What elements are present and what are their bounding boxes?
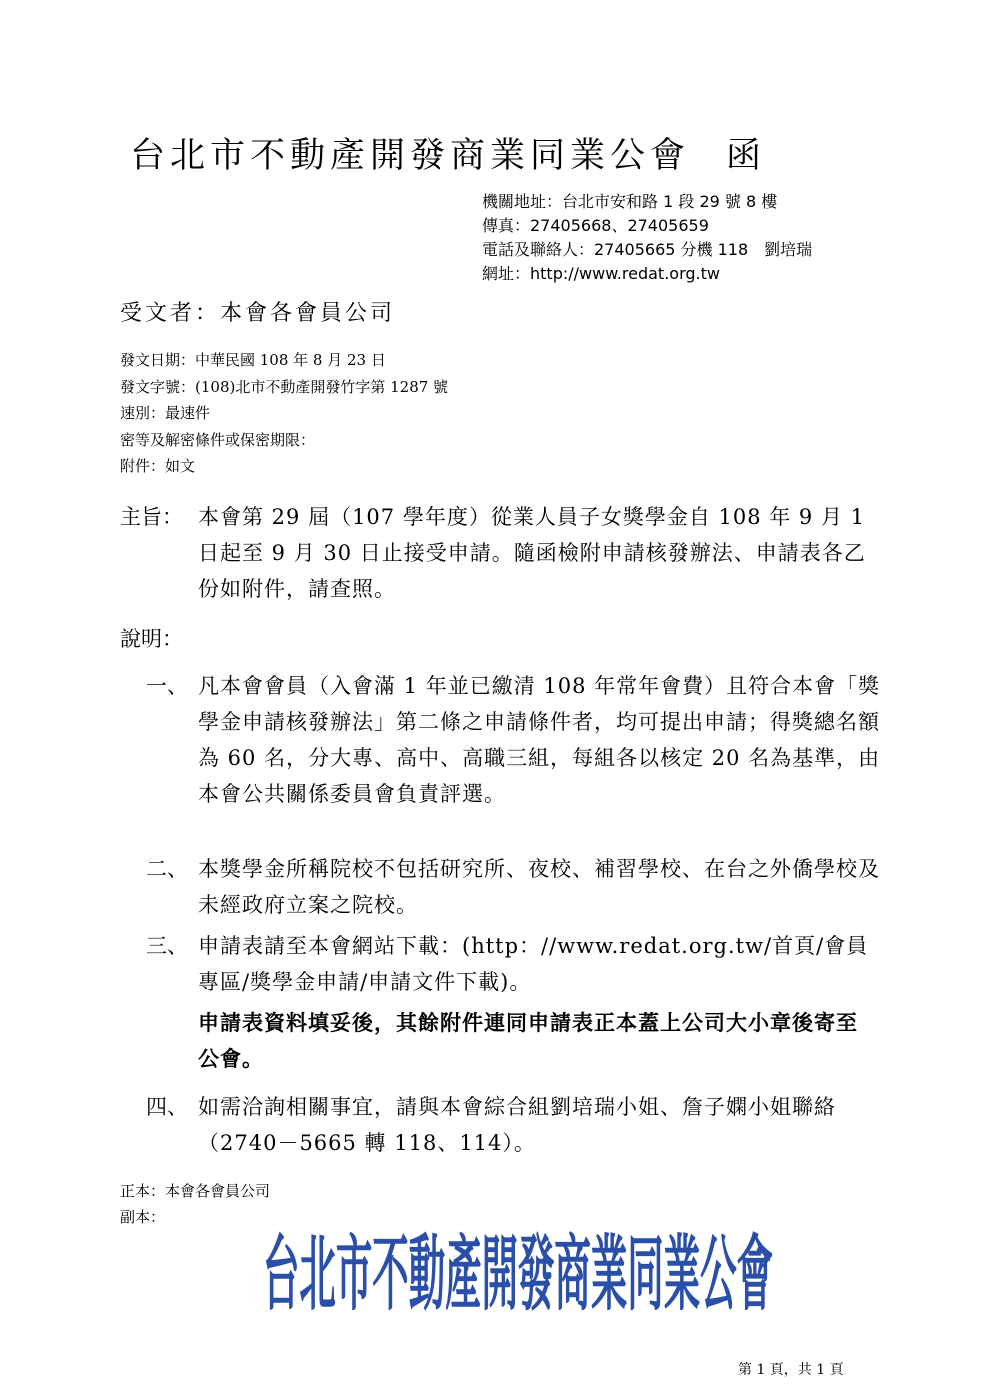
issue-date: 發文日期：中華民國 108 年 8 月 23 日: [120, 351, 386, 369]
item-number: 二、: [146, 857, 188, 881]
page-number: 第 1 頁，共 1 頁: [738, 1362, 844, 1378]
phone-contact-line: 電話及聯絡人：27405665 分機 118 劉培瑞: [482, 240, 813, 259]
letter-title: [130, 128, 766, 178]
explanation-item-4: [146, 1089, 881, 1161]
attachment-line: 附件：如文: [120, 457, 196, 475]
speed-class: 速別：最速件: [120, 404, 211, 422]
submission-note: 申請表資料填妥後，其餘附件連同申請表正本蓋上公司大小章後寄至公會。: [198, 1010, 858, 1071]
item-number: 三、: [146, 934, 188, 958]
doc-number: 發文字號：(108)北市不動產開發竹字第 1287 號: [120, 377, 449, 396]
explanation-item-2: [146, 851, 881, 923]
address-line: 機關地址：台北市安和路 1 段 29 號 8 樓: [482, 192, 778, 211]
explanation-item-1: [146, 668, 881, 812]
org-stamp: [258, 1222, 778, 1318]
fax-line: 傳真：27405668、27405659: [482, 216, 709, 235]
recipient-line: 受文者：本會各會員公司: [120, 301, 396, 326]
stamp-text: 台北市不動產開發商業同業公會: [263, 1227, 773, 1318]
item-number: 四、: [146, 1095, 188, 1119]
contact-block: [482, 190, 812, 286]
meta-block: [120, 347, 448, 480]
org-name: 台北市不動產開發商業同業公會: [130, 136, 691, 176]
duplicate-copy: 副本：: [120, 1208, 166, 1226]
website-line: 網址：http://www.redat.org.tw: [482, 264, 720, 283]
subject-block: [120, 499, 880, 607]
item-text: 本獎學金所稱院校不包括研究所、夜校、補習學校、在台之外僑學校及未經政府立案之院校。: [198, 857, 880, 917]
copies-block: [120, 1178, 270, 1230]
doc-type: 函: [726, 136, 767, 176]
item-text: 如需洽詢相關事宜，請與本會綜合組劉培瑞小姐、詹子嫻小姐聯絡（2740－5665 轉 118、114）。: [198, 1095, 836, 1155]
explanation-item-3: [146, 928, 881, 1000]
subject-text: 本會第 29 屆（107 學年度）從業人員子女獎學金自 108 年 9 月 1 日起至 9 月 30 日止接受申請。隨函檢附申請核發辦法、申請表各乙份如附件，請查照。: [198, 505, 866, 601]
subject-label: 主旨：: [120, 505, 183, 529]
item-number: 一、: [146, 674, 188, 698]
item-text: 凡本會會員（入會滿 1 年並已繳清 108 年常年會費）且符合本會「獎學金申請核發辦法」第二條之申請條件者，均可提出申請；得獎總名額為 60 名，分大專、高中、高職三組，每組各以核定 20 名為基準，由本會公共關係委員會負責評選。: [198, 674, 881, 806]
explanation-label: 說明：: [120, 627, 183, 651]
original-copy: 正本：本會各會員公司: [120, 1182, 271, 1200]
security-level: 密等及解密條件或保密期限：: [120, 430, 316, 449]
item-text: 申請表請至本會網站下載：(http：//www.redat.org.tw/首頁/會員專區/獎學金申請/申請文件下載)。: [198, 934, 869, 994]
